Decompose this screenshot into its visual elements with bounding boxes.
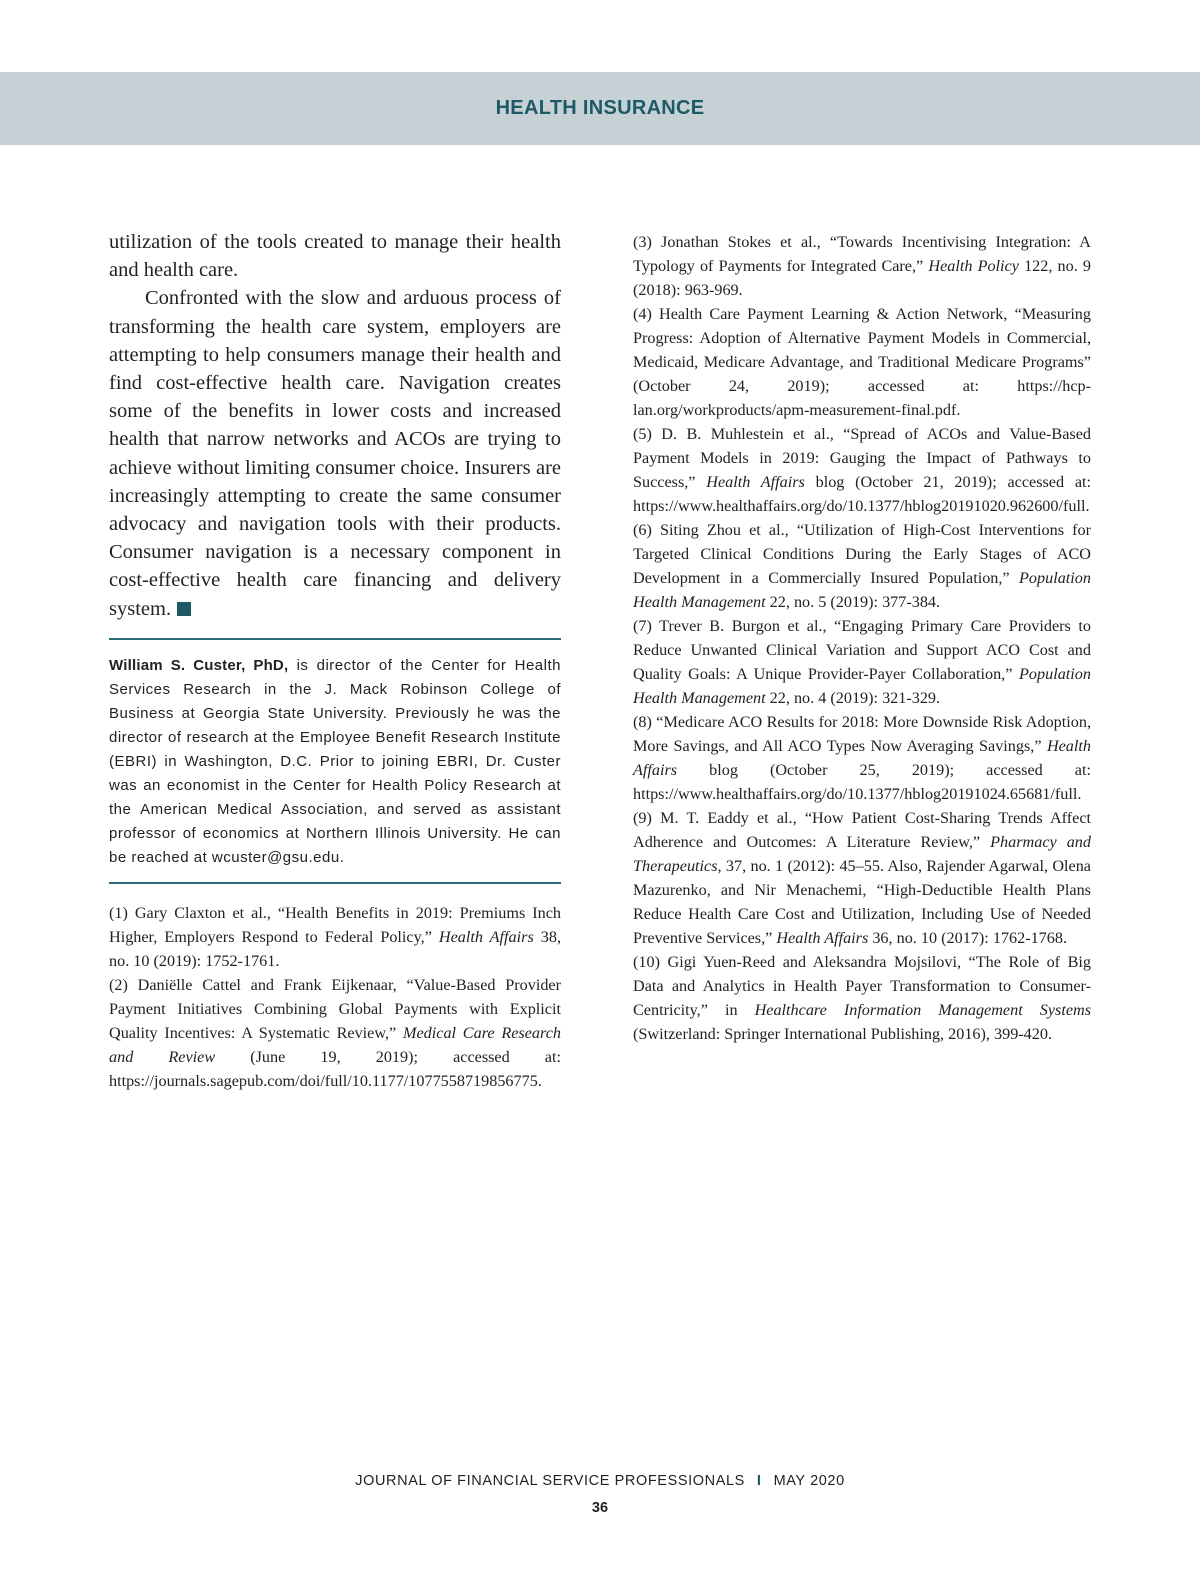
page-number: 36 <box>591 1500 609 1516</box>
bio-divider-top <box>109 638 561 640</box>
endnote-5-source: Health Affairs <box>706 473 805 491</box>
endnote-6-source: Population Health Management <box>633 569 1091 611</box>
endnote-7-details: 22, no. 4 (2019): 321-329. <box>765 689 941 707</box>
section-header-band <box>0 72 1200 145</box>
right-column <box>633 230 1091 1046</box>
endnote-10-source: Healthcare Information Management Systems <box>754 1001 1091 1019</box>
endnote-1-source: Health Affairs <box>438 927 534 946</box>
endnote-3-details: 122, no. 9 (2018): 963-969. <box>633 257 1091 299</box>
section-title: HEALTH INSURANCE <box>495 97 705 119</box>
author-bio <box>109 654 561 870</box>
endnote-7 <box>633 614 1091 710</box>
endnote-3-source: Health Policy <box>928 257 1019 275</box>
endnote-5-text: (5) D. B. Muhlestein et al., “Spread of ACOs and Value-Based Payment Models in 2019: Gauging the Impact of Pathways to Success,” <box>633 425 1091 491</box>
endnote-8 <box>633 710 1091 806</box>
endnote-1 <box>109 901 561 973</box>
left-column <box>109 228 561 1093</box>
endnote-1-text: (1) Gary Claxton et al., “Health Benefits in 2019: Premiums Inch Higher, Employers Respond to Federal Policy,” <box>109 903 561 946</box>
endnote-7-text: (7) Trever B. Burgon et al., “Engaging Primary Care Providers to Reduce Unwanted Clinical Variation and Support ACO Cost and Quality Goals: A Unique Provider-Payer Collaboration,” <box>633 617 1091 683</box>
endnote-4-text: (4) Health Care Payment Learning & Action Network, “Measuring Progress: Adoption of Alternative Payment Models in Commercial, Medicaid, Medicare Advantage, and Traditional Medicare Programs” (October 24, 2019); accessed at: https://hcp-lan.org/workproducts/apm-measurement-final.pdf. <box>633 305 1091 419</box>
endnote-10-details: (Switzerland: Springer International Publishing, 2016), 399-420. <box>633 1025 1053 1043</box>
endnote-10 <box>633 950 1091 1046</box>
endnote-9 <box>633 806 1091 950</box>
endnote-2-details: (June 19, 2019); accessed at: https://journals.sagepub.com/doi/full/10.1177/1077558719856775. <box>109 1047 561 1090</box>
endnote-5-details: blog (October 21, 2019); accessed at: https://www.healthaffairs.org/do/10.1377/hblog20191020.962600/full. <box>633 473 1092 515</box>
endnote-2 <box>109 973 561 1093</box>
article-paragraph-2 <box>109 284 561 622</box>
endnote-3-text: (3) Jonathan Stokes et al., “Towards Incentivising Integration: A Typology of Payments for Integrated Care,” <box>633 233 1091 275</box>
end-of-article-mark <box>177 602 191 616</box>
endnote-8-text: (8) “Medicare ACO Results for 2018: More Downside Risk Adoption, More Savings, and All ACO Types Now Averaging Savings,” <box>633 713 1091 755</box>
endnote-9-details-2: 36, no. 10 (2017): 1762-1768. <box>868 929 1068 947</box>
endnote-4 <box>633 302 1091 422</box>
author-bio-text: is director of the Center for Health Services Research in the J. Mack Robinson College of Business at Georgia State University. Previously he was the director of research at the Employee Benefit Research Institute (EBRI) in Washington, D.C. Prior to joining EBRI, Dr. Custer was an economist in the Center for Health Policy Research at the American Medical Association, and served as assistant professor of economics at Northern Illinois University. He can be reached at wcuster@gsu.edu. <box>109 656 561 866</box>
article-paragraph-1: utilization of the tools created to manage their health and health care. <box>109 231 561 282</box>
bio-divider-bottom <box>109 882 561 884</box>
endnote-2-source: Medical Care Research and Review <box>109 1023 561 1066</box>
endnote-3 <box>633 230 1091 302</box>
endnote-8-source: Health Affairs <box>633 737 1091 779</box>
issue-date: MAY 2020 <box>773 1473 845 1489</box>
endnotes-left <box>109 901 561 1093</box>
author-name: William S. Custer, PhD, <box>109 656 289 674</box>
endnote-7-source: Population Health Management <box>633 665 1091 707</box>
endnote-1-details: 38, no. 10 (2019): 1752-1761. <box>109 927 561 970</box>
page-footer <box>0 1473 1200 1489</box>
endnote-9-text: (9) M. T. Eaddy et al., “How Patient Cost-Sharing Trends Affect Adherence and Outcomes: A Literature Review,” <box>633 809 1091 851</box>
endnote-6-text: (6) Siting Zhou et al., “Utilization of High-Cost Interventions for Targeted Clinical Conditions During the Early Stages of ACO Development in a Commercially Insured Population,” <box>633 521 1091 587</box>
endnote-2-text: (2) Daniëlle Cattel and Frank Eijkenaar, “Value-Based Provider Payment Initiatives Combining Global Payments with Explicit Quality Incentives: A Systematic Review,” <box>109 975 561 1042</box>
endnote-9-source: Pharmacy and Therapeutics, <box>633 833 1091 875</box>
endnote-5 <box>633 422 1091 518</box>
endnote-8-details: blog (October 25, 2019); accessed at: https://www.healthaffairs.org/do/10.1377/hblog20191024.65681/full. <box>633 761 1091 803</box>
endnote-6-details: 22, no. 5 (2019): 377-384. <box>765 593 941 611</box>
endnote-6 <box>633 518 1091 614</box>
journal-name: JOURNAL OF FINANCIAL SERVICE PROFESSIONALS <box>355 1473 745 1489</box>
endnote-9-details: 37, no. 1 (2012): 45–55. Also, Rajender Agarwal, Olena Mazurenko, and Nir Menachemi, “High-Deductible Health Plans Reduce Health Care Cost and Utilization, Including Use of Needed Preventive Services,” <box>633 857 1091 947</box>
endnote-10-text: (10) Gigi Yuen-Reed and Aleksandra Mojsilovi, “The Role of Big Data and Analytics in Health Payer Transformation to Consumer-Centricity,” in <box>633 953 1091 1019</box>
footer-separator: I <box>756 1473 762 1489</box>
endnote-9-source-2: Health Affairs <box>776 929 869 947</box>
article-paragraph-2-text: Confronted with the slow and arduous process of transforming the health care system, employers are attempting to help consumers manage their health and find cost-effective health care. Navigation creates some of the benefits in lower costs and increased health that narrow networks and ACOs are trying to achieve without limiting consumer choice. Insurers are increasingly attempting to create the same consumer advocacy and navigation tools with their products. Consumer navigation is a necessary component in cost-effective health care financing and delivery system. <box>109 287 561 620</box>
